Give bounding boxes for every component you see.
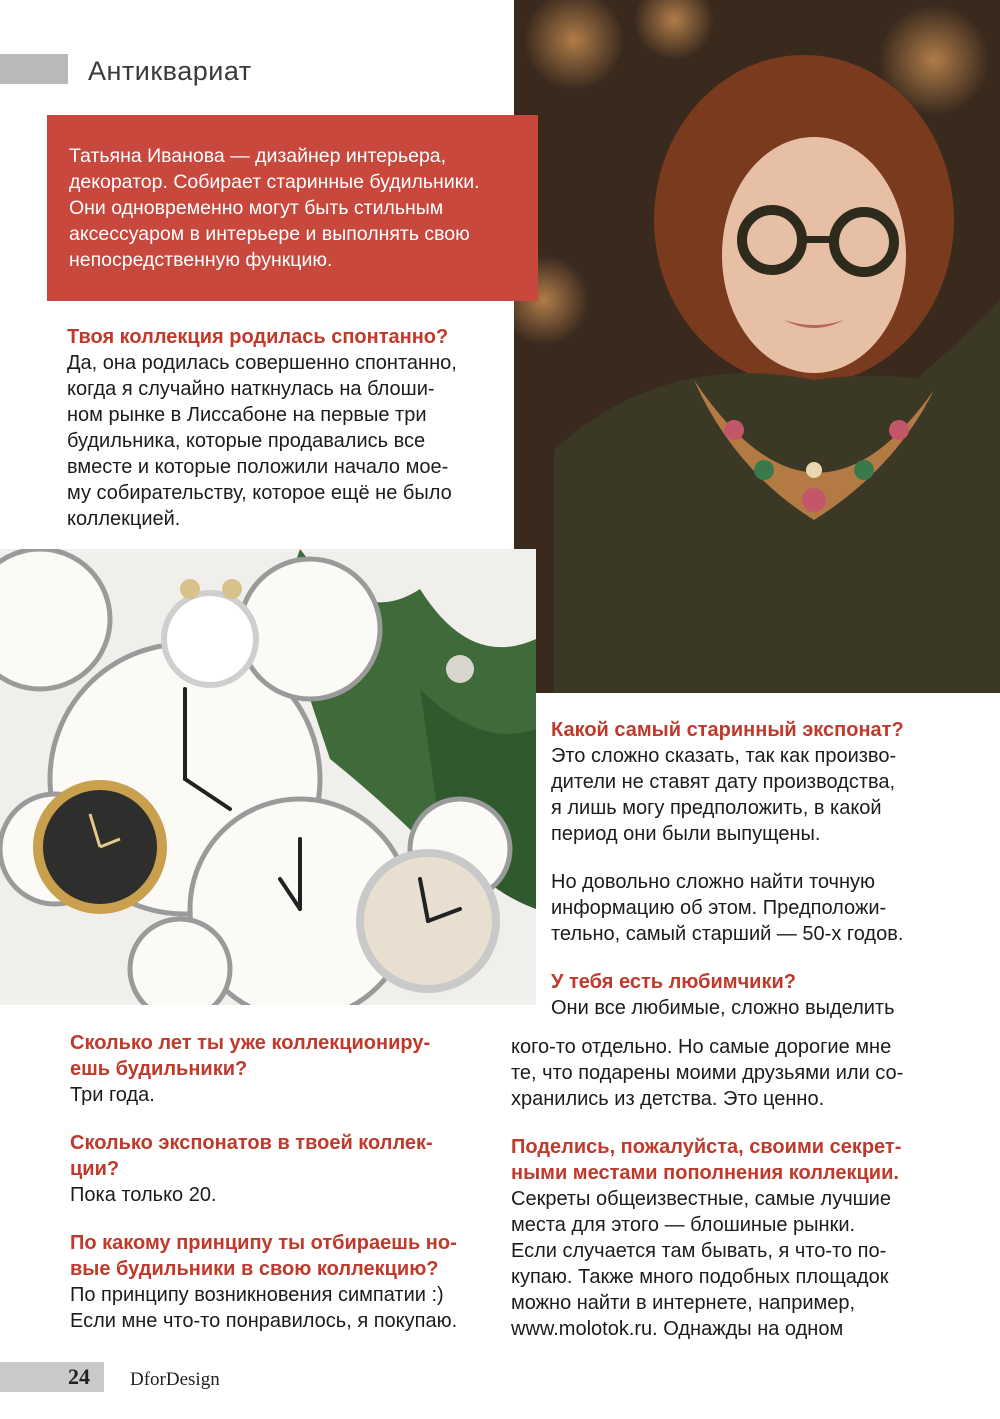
answer-line: му собирательству, которое ещё не было bbox=[67, 482, 452, 504]
answer-line: дители не ставят дату производства, bbox=[551, 771, 896, 793]
answer-line: Они все любимые, сложно выделить bbox=[551, 997, 895, 1019]
intro-line: Татьяна Иванова — дизайнер интерьера, bbox=[69, 145, 447, 167]
answer-line: те, что подарены моими друзьями или со- bbox=[511, 1062, 904, 1084]
answer-line: Если мне что-то понравилось, я покупаю. bbox=[70, 1310, 458, 1332]
answer-line: Но довольно сложно найти точную bbox=[551, 871, 876, 893]
answer-line: будильника, которые продавались все bbox=[67, 430, 426, 452]
section-bar bbox=[0, 54, 68, 84]
answer-line: тельно, самый старший — 50-х годов. bbox=[551, 923, 904, 945]
answer-line: ном рынке в Лиссабоне на первые три bbox=[67, 404, 427, 426]
question: вые будильники в свою коллекцию? bbox=[70, 1258, 439, 1280]
intro-line: аксессуаром в интерьере и выполнять свою bbox=[69, 223, 470, 245]
qa-block-1 bbox=[67, 324, 497, 532]
answer-line: информацию об этом. Предположи- bbox=[551, 897, 887, 919]
qa-block-2 bbox=[551, 717, 971, 1021]
question: У тебя есть любимчики? bbox=[551, 971, 796, 993]
intro-line: декоратор. Собирает старинные будильники. bbox=[69, 171, 480, 193]
magazine-name: DforDesign bbox=[130, 1369, 220, 1390]
answer-line: Это сложно сказать, так как произво- bbox=[551, 745, 897, 767]
question: По какому принципу ты отбираешь но- bbox=[70, 1232, 457, 1254]
answer-line: Да, она родилась совершенно спонтанно, bbox=[67, 352, 457, 374]
answer-line: я лишь могу предположить, в какой bbox=[551, 797, 882, 819]
answer-line: коллекцией. bbox=[67, 508, 181, 530]
question: Сколько экспонатов в твоей коллек- bbox=[70, 1132, 433, 1154]
clocks-illustration bbox=[0, 549, 536, 1005]
answer-line: можно найти в интернете, например, bbox=[511, 1292, 856, 1314]
answer-line: кого-то отдельно. Но самые дорогие мне bbox=[511, 1036, 892, 1058]
answer-line: Если случается там бывать, я что-то по- bbox=[511, 1240, 887, 1262]
answer-line: www.molotok.ru. Однажды на одном bbox=[511, 1318, 844, 1340]
answer-line: хранились из детства. Это ценно. bbox=[511, 1088, 825, 1110]
question: ешь будильники? bbox=[70, 1058, 248, 1080]
answer-line: вместе и которые положили начало мое- bbox=[67, 456, 449, 478]
portrait-photo bbox=[514, 0, 1000, 693]
question: Поделись, пожалуйста, своими секрет- bbox=[511, 1136, 902, 1158]
intro-line: непосредственную функцию. bbox=[69, 249, 333, 271]
answer-line: купаю. Также много подобных площадок bbox=[511, 1266, 889, 1288]
answer-line: места для этого — блошиные рынки. bbox=[511, 1214, 856, 1236]
answer-line: период они были выпущены. bbox=[551, 823, 821, 845]
qa-block-4 bbox=[70, 1030, 500, 1334]
section-title: Антиквариат bbox=[88, 56, 252, 86]
answer-line: когда я случайно наткнулась на блоши- bbox=[67, 378, 435, 400]
question: Твоя коллекция родилась спонтанно? bbox=[67, 326, 449, 348]
answer-line: Секреты общеизвестные, самые лучшие bbox=[511, 1188, 891, 1210]
answer-line: По принципу возникновения симпатии :) bbox=[70, 1284, 444, 1306]
question: ными местами пополнения коллекции. bbox=[511, 1162, 899, 1184]
qa-block-3 bbox=[511, 1034, 951, 1342]
intro-box bbox=[47, 115, 538, 301]
clocks-photo bbox=[0, 549, 536, 1005]
question: ции? bbox=[70, 1158, 120, 1180]
portrait-illustration bbox=[514, 0, 1000, 693]
answer-line: Три года. bbox=[70, 1084, 155, 1106]
question: Сколько лет ты уже коллекциониру- bbox=[70, 1032, 431, 1054]
answer-line: Пока только 20. bbox=[70, 1184, 217, 1206]
question: Какой самый старинный экспонат? bbox=[551, 719, 904, 741]
page-number: 24 bbox=[68, 1364, 90, 1389]
intro-line: Они одновременно могут быть стильным bbox=[69, 197, 444, 219]
